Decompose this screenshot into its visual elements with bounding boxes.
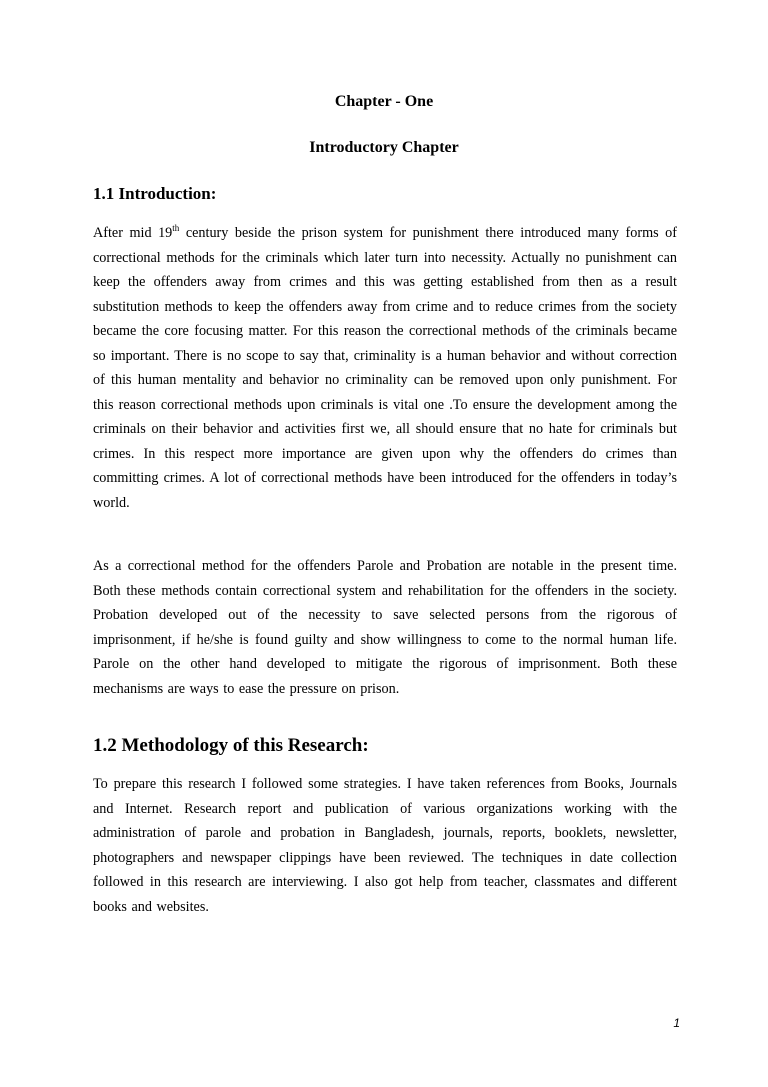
- page-number: 1: [673, 1016, 680, 1030]
- introduction-paragraph-2: As a correctional method for the offenders Parole and Probation are notable in the present time. Both these methods contain correctional system and rehabilitation for the offenders in the society. Probation developed out of the necessity to save selected persons from the rigorous of imprisonment, if he/she is found guilty and show willingness to come to the normal human life. Parole on the other hand developed to mitigate the rigorous of imprisonment. Both these mechanisms are ways to ease the pressure on prison.: [93, 558, 677, 697]
- ordinal-superscript: th: [172, 223, 180, 233]
- chapter-number: Chapter - One: [334, 93, 434, 110]
- introduction-paragraph-1: [93, 221, 677, 515]
- section-heading-methodology: 1.2 Methodology of this Research:: [93, 735, 369, 756]
- chapter-title: Introductory Chapter: [309, 139, 459, 156]
- paragraph-text-rest: century beside the prison system for punishment there introduced many forms of correctional methods for the criminals which later turn into necessity. Actually no punishment can keep the offenders away from crimes and this was getting established from then as a result substitution methods to keep the offenders away from crime and to reduce crimes from the society became the core focusing matter. For this reason the correctional methods of the criminals became so important. There is no scope to say that, criminality is a human behavior and without correction of this human mentality and behavior no criminality can be removed upon only punishment. For this reason correctional methods upon criminals is vital one .To ensure the development among the criminals on their behavior and activities first we, all should ensure that no hate for criminals but crimes. In this respect more importance are given upon why the offenders do crimes than committing crimes. A lot of correctional methods have been introduced for the offenders in today’s world.: [93, 225, 677, 511]
- paragraph-text-start: After mid 19: [93, 225, 173, 241]
- methodology-paragraph: To prepare this research I followed some strategies. I have taken references from Books, Journals and Internet. Research report and publication of various organizations working with the administration of parole and probation in Bangladesh, journals, reports, booklets, newsletter, photographers and newspaper clippings have been reviewed. The techniques in date collection followed in this research are interviewing. I also got help from teacher, classmates and different books and websites.: [93, 776, 677, 915]
- section-heading-introduction: 1.1 Introduction:: [93, 184, 217, 203]
